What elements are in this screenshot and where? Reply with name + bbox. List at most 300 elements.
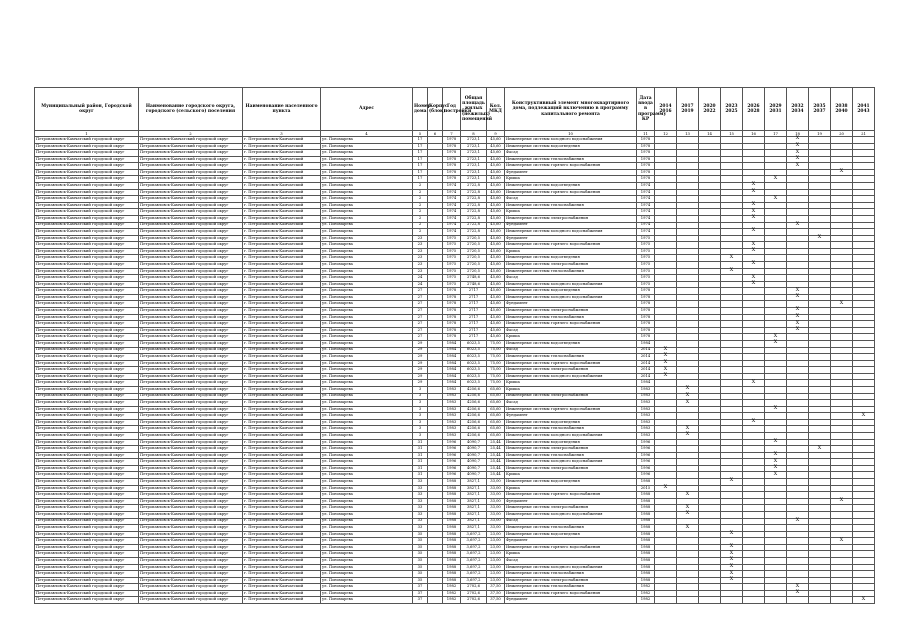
period-mark-cell — [831, 229, 853, 236]
period-mark-cell — [853, 334, 875, 341]
table-cell — [428, 196, 443, 203]
period-mark-cell: X — [765, 334, 787, 341]
period-mark-cell — [699, 564, 721, 571]
table-cell: Петропавловск-Камчатский городской округ — [35, 321, 139, 328]
period-mark-cell — [853, 564, 875, 571]
period-mark-cell — [853, 143, 875, 150]
table-cell: 1975 — [637, 275, 655, 282]
table-cell: 1983 — [443, 433, 461, 440]
table-cell — [428, 156, 443, 163]
table-cell: Инженерные системы теплоснабжения — [505, 268, 637, 275]
table-cell: 1988 — [443, 505, 461, 512]
table-cell: Инженерные системы водоотведения — [505, 288, 637, 295]
period-mark-cell: X — [809, 235, 831, 242]
table-cell: ул. Пономарева — [321, 169, 413, 176]
period-mark-cell — [699, 209, 721, 216]
table-cell: Инженерные системы горячего водоснабжения — [505, 360, 637, 367]
table-cell: 45,60 — [487, 163, 505, 170]
period-mark-cell — [831, 261, 853, 268]
period-mark-cell — [677, 209, 699, 216]
table-row — [35, 571, 875, 578]
period-mark-cell: X — [721, 531, 743, 538]
period-mark-cell — [787, 169, 809, 176]
table-cell — [428, 571, 443, 578]
period-mark-cell — [743, 518, 765, 525]
table-cell: 1983 — [443, 406, 461, 413]
table-cell: 1975 — [443, 235, 461, 242]
table-cell: ул. Пономарева — [321, 163, 413, 170]
period-mark-cell — [787, 439, 809, 446]
period-mark-cell — [787, 242, 809, 249]
period-mark-cell: X — [765, 196, 787, 203]
table-cell: 1978 — [443, 163, 461, 170]
table-row — [35, 558, 875, 565]
table-cell: г. Петропавловск-Камчатский — [243, 242, 321, 249]
period-mark-cell — [655, 275, 677, 282]
table-cell: 23,00 — [487, 551, 505, 558]
period-mark-cell — [787, 235, 809, 242]
table-cell: 17 — [413, 150, 428, 157]
table-cell: 3 — [413, 406, 428, 413]
period-mark-cell — [677, 196, 699, 203]
period-mark-cell — [765, 505, 787, 512]
table-cell: ул. Пономарева — [321, 275, 413, 282]
period-mark-cell — [831, 544, 853, 551]
table-cell: ул. Пономарева — [321, 479, 413, 486]
table-cell: 1978 — [443, 143, 461, 150]
table-cell: 75,00 — [487, 373, 505, 380]
table-cell — [428, 479, 443, 486]
table-cell: 33 — [413, 492, 428, 499]
column-header: Номер дома — [413, 88, 428, 131]
table-cell — [428, 419, 443, 426]
table-cell — [428, 288, 443, 295]
table-cell: Фасад — [505, 275, 637, 282]
table-cell: ул. Пономарева — [321, 485, 413, 492]
period-mark-cell — [853, 347, 875, 354]
table-cell: 1983 — [637, 386, 655, 393]
table-cell: Петропавловск-Камчатский городской округ — [35, 308, 139, 315]
table-cell: Петропавловск-Камчатский городской округ — [139, 156, 243, 163]
table-cell: г. Петропавловск-Камчатский — [243, 163, 321, 170]
table-cell: 1974 — [637, 196, 655, 203]
period-mark-cell: X — [655, 367, 677, 374]
table-cell: 1983 — [637, 400, 655, 407]
table-cell: 27 — [413, 334, 428, 341]
table-cell: 2723,1 — [461, 150, 487, 157]
table-cell: 65,60 — [487, 433, 505, 440]
period-mark-cell — [655, 400, 677, 407]
period-mark-cell — [743, 433, 765, 440]
period-mark-cell — [699, 446, 721, 453]
table-cell: Петропавловск-Камчатский городской округ — [35, 597, 139, 604]
period-mark-cell — [831, 590, 853, 597]
table-cell: г. Петропавловск-Камчатский — [243, 551, 321, 558]
table-cell: 3,697,2 — [461, 564, 487, 571]
table-row — [35, 229, 875, 236]
table-row — [35, 156, 875, 163]
period-mark-cell — [677, 169, 699, 176]
period-mark-cell — [787, 340, 809, 347]
table-cell: 1996 — [443, 459, 461, 466]
period-mark-cell — [721, 360, 743, 367]
table-cell — [428, 281, 443, 288]
table-cell: Петропавловск-Камчатский городской округ — [139, 360, 243, 367]
table-cell: Петропавловск-Камчатский городской округ — [35, 538, 139, 545]
period-mark-cell — [699, 301, 721, 308]
period-mark-cell — [743, 452, 765, 459]
table-cell — [428, 426, 443, 433]
column-number: 5 — [413, 131, 428, 137]
period-mark-cell — [765, 169, 787, 176]
table-cell: г. Петропавловск-Камчатский — [243, 288, 321, 295]
table-cell: 23,00 — [487, 577, 505, 584]
table-cell: Петропавловск-Камчатский городской округ — [139, 492, 243, 499]
table-cell: Петропавловск-Камчатский городской округ — [139, 400, 243, 407]
table-cell: 4090,7 — [461, 446, 487, 453]
table-row — [35, 511, 875, 518]
table-row — [35, 452, 875, 459]
period-mark-cell — [699, 321, 721, 328]
table-cell — [428, 354, 443, 361]
period-mark-cell — [677, 373, 699, 380]
table-cell: г. Петропавловск-Камчатский — [243, 367, 321, 374]
period-mark-cell — [655, 584, 677, 591]
column-number: 21 — [853, 131, 875, 137]
period-mark-cell — [655, 156, 677, 163]
period-mark-cell — [699, 215, 721, 222]
period-mark-cell: X — [677, 426, 699, 433]
column-number: 19 — [809, 131, 831, 137]
period-mark-cell — [743, 308, 765, 315]
table-cell: г. Петропавловск-Камчатский — [243, 393, 321, 400]
table-cell: 1983 — [443, 386, 461, 393]
period-mark-cell: X — [831, 301, 853, 308]
period-mark-cell: X — [677, 400, 699, 407]
table-cell: 1974 — [637, 202, 655, 209]
table-cell: ул. Пономарева — [321, 327, 413, 334]
period-mark-cell — [655, 380, 677, 387]
period-mark-cell — [655, 590, 677, 597]
table-cell — [428, 584, 443, 591]
table-cell — [428, 485, 443, 492]
table-cell: Инженерные системы холодного водоснабжения — [505, 511, 637, 518]
table-row — [35, 150, 875, 157]
period-mark-cell — [721, 465, 743, 472]
period-mark-cell — [743, 446, 765, 453]
period-mark-cell — [765, 215, 787, 222]
period-mark-cell — [699, 459, 721, 466]
table-row — [35, 189, 875, 196]
table-cell: Петропавловск-Камчатский городской округ — [35, 426, 139, 433]
table-cell: ул. Пономарева — [321, 294, 413, 301]
table-row — [35, 321, 875, 328]
column-number: 17 — [765, 131, 787, 137]
period-mark-cell — [655, 150, 677, 157]
table-cell: Петропавловск-Камчатский городской округ — [35, 275, 139, 282]
table-cell: Петропавловск-Камчатский городской округ — [35, 229, 139, 236]
table-cell: Петропавловск-Камчатский городской округ — [35, 340, 139, 347]
table-cell: 3827,1 — [461, 492, 487, 499]
table-cell: ул. Пономарева — [321, 380, 413, 387]
table-cell: 1983 — [637, 419, 655, 426]
period-mark-cell — [721, 281, 743, 288]
table-cell: г. Петропавловск-Камчатский — [243, 485, 321, 492]
table-cell: 2 — [413, 183, 428, 190]
table-cell: 75,00 — [487, 367, 505, 374]
period-mark-cell — [831, 235, 853, 242]
period-mark-cell — [721, 169, 743, 176]
table-cell: 1978 — [637, 334, 655, 341]
column-header: Наименование населенного пункта — [243, 88, 321, 131]
table-cell: 1988 — [637, 498, 655, 505]
period-mark-cell — [853, 294, 875, 301]
table-cell: Инженерные системы электроснабжения — [505, 577, 637, 584]
table-cell: ул. Пономарева — [321, 525, 413, 532]
period-mark-cell — [853, 498, 875, 505]
table-cell: 45,60 — [487, 321, 505, 328]
period-mark-cell: X — [721, 571, 743, 578]
period-mark-cell: X — [787, 294, 809, 301]
table-cell: 23 — [413, 261, 428, 268]
table-cell: 33 — [413, 525, 428, 532]
period-mark-cell — [677, 597, 699, 604]
period-mark-cell — [853, 439, 875, 446]
period-mark-cell: X — [787, 156, 809, 163]
period-mark-cell — [831, 577, 853, 584]
table-cell: 37,50 — [487, 584, 505, 591]
period-mark-cell — [655, 183, 677, 190]
table-cell: ул. Пономарева — [321, 202, 413, 209]
period-mark-cell — [853, 465, 875, 472]
table-row — [35, 215, 875, 222]
column-number: 7 — [443, 131, 461, 137]
period-mark-cell — [765, 426, 787, 433]
table-cell: 1975 — [443, 261, 461, 268]
table-cell: 37,50 — [487, 597, 505, 604]
table-cell: 35 — [413, 551, 428, 558]
table-row — [35, 354, 875, 361]
table-cell: 3 — [413, 433, 428, 440]
table-cell: ул. Пономарева — [321, 419, 413, 426]
table-cell: Инженерные системы холодного водоснабжения — [505, 137, 637, 144]
table-cell: Петропавловск-Камчатский городской округ — [35, 268, 139, 275]
table-cell: ул. Пономарева — [321, 261, 413, 268]
period-mark-cell — [721, 308, 743, 315]
period-mark-cell — [677, 301, 699, 308]
period-mark-cell — [677, 367, 699, 374]
table-cell: 1974 — [443, 189, 461, 196]
table-cell: Петропавловск-Камчатский городской округ — [139, 327, 243, 334]
table-cell: 23 — [413, 268, 428, 275]
table-cell: 33,00 — [487, 505, 505, 512]
table-cell: Петропавловск-Камчатский городской округ — [139, 518, 243, 525]
table-cell: 1974 — [443, 202, 461, 209]
period-mark-cell — [677, 242, 699, 249]
table-cell: 2723,1 — [461, 163, 487, 170]
period-mark-cell — [809, 222, 831, 229]
table-cell: Петропавловск-Камчатский городской округ — [139, 314, 243, 321]
period-mark-cell — [699, 143, 721, 150]
table-cell: Петропавловск-Камчатский городской округ — [139, 222, 243, 229]
table-cell: Петропавловск-Камчатский городской округ — [139, 189, 243, 196]
period-mark-cell — [677, 143, 699, 150]
period-mark-cell: X — [677, 511, 699, 518]
period-mark-cell — [721, 426, 743, 433]
period-mark-cell — [831, 386, 853, 393]
table-cell: Инженерные системы холодного водоснабжения — [505, 373, 637, 380]
table-cell: 33,00 — [487, 511, 505, 518]
table-cell: Петропавловск-Камчатский городской округ — [35, 163, 139, 170]
period-mark-cell — [765, 531, 787, 538]
table-cell: Петропавловск-Камчатский городской округ — [139, 202, 243, 209]
table-cell: г. Петропавловск-Камчатский — [243, 433, 321, 440]
capital-repair-table — [34, 87, 875, 604]
table-cell — [428, 551, 443, 558]
table-cell: 6023,5 — [461, 373, 487, 380]
period-mark-cell — [765, 281, 787, 288]
table-cell: 1996 — [443, 446, 461, 453]
period-mark-cell — [655, 308, 677, 315]
table-cell: 2717 — [461, 288, 487, 295]
period-mark-cell — [655, 222, 677, 229]
table-cell — [428, 169, 443, 176]
period-mark-cell: X — [655, 485, 677, 492]
table-cell — [428, 268, 443, 275]
period-mark-cell — [721, 492, 743, 499]
table-cell: 3827,1 — [461, 511, 487, 518]
table-cell: г. Петропавловск-Камчатский — [243, 235, 321, 242]
period-mark-cell — [721, 406, 743, 413]
table-cell — [428, 386, 443, 393]
period-mark-cell — [853, 255, 875, 262]
table-cell: 35 — [413, 577, 428, 584]
table-cell: 1996 — [637, 472, 655, 479]
period-mark-cell — [743, 479, 765, 486]
table-cell: Петропавловск-Камчатский городской округ — [139, 406, 243, 413]
period-mark-cell: X — [743, 261, 765, 268]
period-mark-cell — [831, 156, 853, 163]
period-mark-cell — [853, 215, 875, 222]
period-mark-cell — [721, 511, 743, 518]
period-mark-cell — [677, 156, 699, 163]
table-cell: Инженерные системы электроснабжения — [505, 393, 637, 400]
table-cell — [428, 189, 443, 196]
table-row — [35, 294, 875, 301]
period-mark-cell — [699, 196, 721, 203]
table-cell: Инженерные системы холодного водоснабжения — [505, 229, 637, 236]
period-mark-cell — [853, 367, 875, 374]
column-number: 3 — [243, 131, 321, 137]
table-cell — [428, 242, 443, 249]
table-cell: ул. Пономарева — [321, 360, 413, 367]
table-cell: 23,00 — [487, 571, 505, 578]
table-cell: ул. Пономарева — [321, 222, 413, 229]
table-cell: Фундамент — [505, 301, 637, 308]
period-mark-cell — [765, 525, 787, 532]
table-cell: 6023,5 — [461, 347, 487, 354]
period-mark-cell: X — [677, 386, 699, 393]
table-cell — [428, 275, 443, 282]
table-cell — [428, 597, 443, 604]
table-cell: 1978 — [443, 301, 461, 308]
table-cell: Инженерные системы водоотведения — [505, 183, 637, 190]
period-mark-cell — [831, 525, 853, 532]
table-cell: Петропавловск-Камчатский городской округ — [35, 564, 139, 571]
column-header: Дата ввода в программу КР — [637, 88, 655, 131]
period-mark-cell — [831, 215, 853, 222]
period-mark-cell: X — [655, 354, 677, 361]
period-mark-cell — [809, 169, 831, 176]
table-cell: Петропавловск-Камчатский городской округ — [35, 334, 139, 341]
table-cell: г. Петропавловск-Камчатский — [243, 202, 321, 209]
table-cell: Петропавловск-Камчатский городской округ — [35, 406, 139, 413]
table-cell: Петропавловск-Камчатский городской округ — [35, 505, 139, 512]
table-cell: г. Петропавловск-Камчатский — [243, 380, 321, 387]
period-mark-cell — [765, 492, 787, 499]
period-mark-cell: X — [677, 492, 699, 499]
period-mark-cell — [809, 294, 831, 301]
period-mark-cell — [765, 202, 787, 209]
table-cell: 1984 — [443, 367, 461, 374]
table-cell: ул. Пономарева — [321, 268, 413, 275]
period-mark-cell: X — [787, 314, 809, 321]
period-mark-cell — [721, 419, 743, 426]
period-mark-cell — [655, 518, 677, 525]
table-cell: Инженерные системы электроснабжения — [505, 261, 637, 268]
period-mark-cell — [677, 498, 699, 505]
table-cell: Инженерные системы холодного водоснабжения — [505, 281, 637, 288]
table-cell: 1988 — [637, 564, 655, 571]
period-mark-cell: X — [743, 281, 765, 288]
period-mark-cell — [853, 242, 875, 249]
table-cell — [428, 446, 443, 453]
table-cell: 1984 — [443, 347, 461, 354]
table-cell: Крыша — [505, 248, 637, 255]
period-mark-cell: X — [809, 446, 831, 453]
table-cell: Петропавловск-Камчатский городской округ — [139, 590, 243, 597]
period-mark-cell — [853, 525, 875, 532]
period-mark-cell — [853, 511, 875, 518]
table-cell — [428, 531, 443, 538]
table-cell: Инженерные системы электроснабжения — [505, 367, 637, 374]
period-mark-cell: X — [831, 498, 853, 505]
period-mark-cell — [677, 294, 699, 301]
period-mark-cell — [809, 367, 831, 374]
period-mark-cell — [677, 150, 699, 157]
period-mark-cell — [699, 413, 721, 420]
period-mark-cell — [831, 571, 853, 578]
table-cell: 2702,6 — [461, 590, 487, 597]
table-cell: ул. Пономарева — [321, 459, 413, 466]
period-mark-cell — [677, 584, 699, 591]
period-mark-cell — [655, 327, 677, 334]
table-cell: 27 — [413, 301, 428, 308]
table-cell: 3827,1 — [461, 498, 487, 505]
column-number: 4 — [321, 131, 413, 137]
period-mark-cell — [721, 505, 743, 512]
table-row — [35, 137, 875, 144]
table-cell: 35 — [413, 544, 428, 551]
period-mark-cell — [721, 215, 743, 222]
table-cell: Петропавловск-Камчатский городской округ — [35, 472, 139, 479]
period-mark-cell — [853, 229, 875, 236]
period-mark-cell — [853, 571, 875, 578]
table-cell: Петропавловск-Камчатский городской округ — [139, 150, 243, 157]
table-cell: 29 — [413, 347, 428, 354]
table-cell: 3,697,2 — [461, 571, 487, 578]
table-cell: ул. Пономарева — [321, 196, 413, 203]
